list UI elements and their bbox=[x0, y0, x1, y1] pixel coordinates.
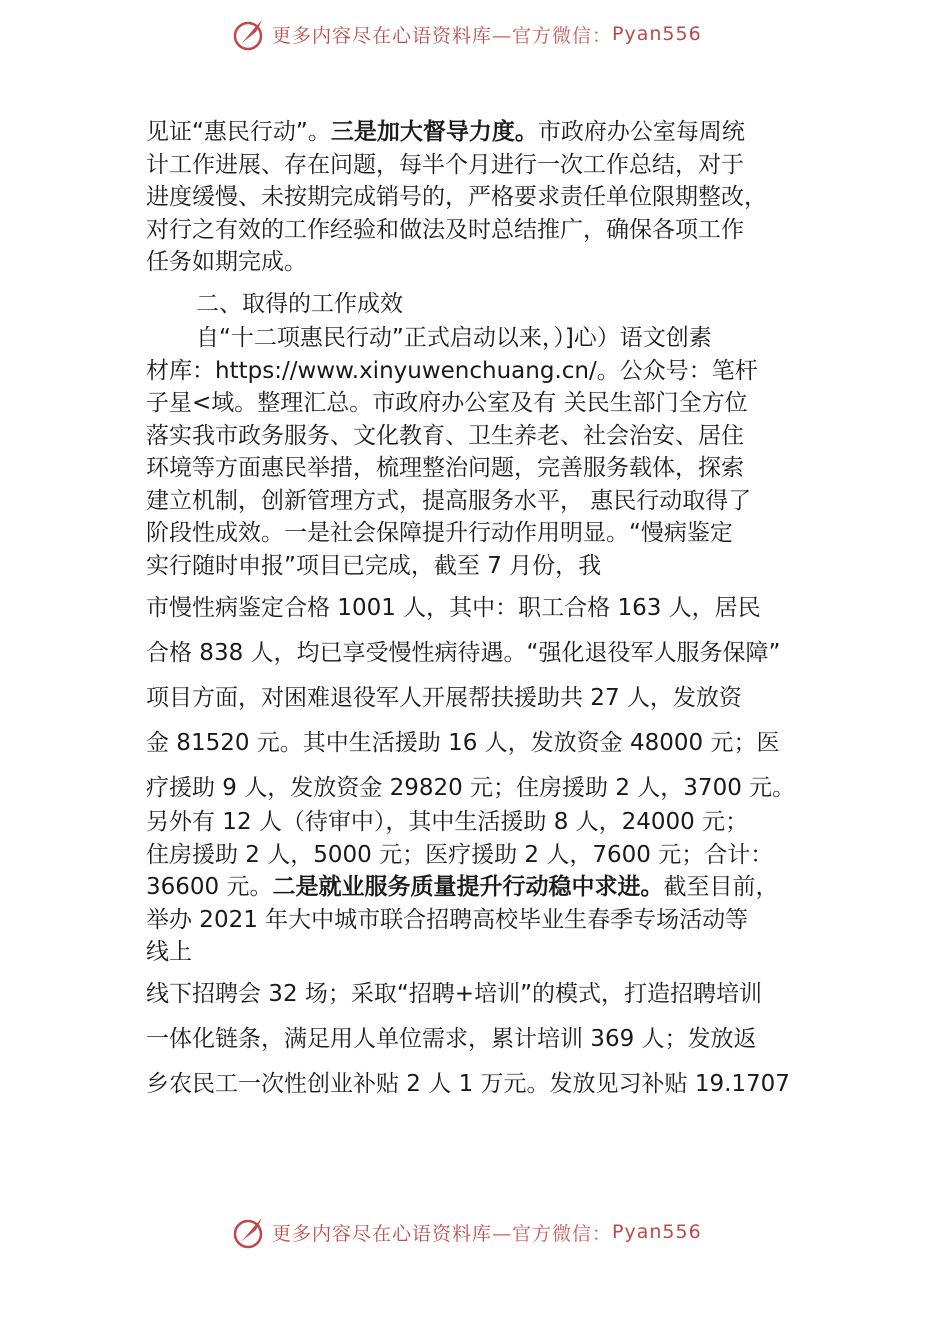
text-line: 项目方面，对困难退役军人开展帮扶援助共 27 人，发放资 bbox=[146, 685, 742, 711]
text-line: 进度缓慢、未按期完成销号的，严格要求责任单位限期整改， bbox=[146, 184, 767, 210]
text-line: 举办 2021 年大中城市联合招聘高校毕业生春季专场活动等 bbox=[146, 906, 749, 933]
paragraph-employment bbox=[146, 806, 818, 969]
text-line: 住房援助 2 人，5000 元；医疗援助 2 人，7600 元；合计： bbox=[146, 841, 774, 868]
text-line: 线上 bbox=[146, 939, 192, 965]
text-line: 金 81520 元。其中生活援助 16 人，发放资金 48000 元；医 bbox=[146, 730, 780, 756]
text-line: 材库：https://www.xinyuwenchuang.cn/。公众号：笔杆 bbox=[146, 357, 758, 384]
footer-site-name: 更多内容尽在心语资料库 bbox=[272, 1222, 493, 1245]
quill-logo-icon bbox=[232, 16, 268, 52]
text-line: 阶段性成效。一是社会保障提升行动作用明显。“慢病鉴定 bbox=[146, 520, 733, 546]
text-line: 见证“惠民行动”。三是加大督导力度。市政府办公室每周统 bbox=[146, 119, 745, 145]
text-line: 建立机制，创新管理方式，提高服务水平， 惠民行动取得了 bbox=[146, 487, 752, 514]
text-line: 自“十二项惠民行动”正式启动以来，）]心）语文创素 bbox=[196, 325, 712, 351]
header-site-name: 更多内容尽在心语资料库 bbox=[272, 24, 493, 47]
paragraph-social-security bbox=[146, 586, 818, 811]
bold-phrase: 三是加大督导力度。 bbox=[330, 119, 538, 145]
header-wechat-id: Pyan556 bbox=[612, 23, 702, 45]
text-line: 合格 838 人，均已享受慢性病待遇。“强化退役军人服务保障” bbox=[146, 640, 781, 666]
bold-phrase: 二是就业服务质量提升行动稳中求进。 bbox=[272, 874, 664, 900]
quill-logo-icon bbox=[232, 1214, 268, 1250]
text-line: 另外有 12 人（待审中），其中生活援助 8 人，24000 元； bbox=[146, 809, 749, 835]
footer-wechat-label: —官方微信： bbox=[492, 1222, 613, 1245]
text-line: 36600 元。二是就业服务质量提升行动稳中求进。截至目前， bbox=[146, 874, 779, 900]
text-line: 市慢性病鉴定合格 1001 人，其中：职工合格 163 人，居民 bbox=[146, 595, 761, 621]
text-line: 落实我市政务服务、文化教育、卫生养老、社会治安、居住 bbox=[146, 422, 744, 449]
footer-banner bbox=[232, 1212, 732, 1252]
paragraph-achievements bbox=[146, 322, 818, 582]
text-line: 子星<域。整理汇总。市政府办公室及有 关民生部门全方位 bbox=[146, 390, 748, 416]
footer-wechat-id: Pyan556 bbox=[612, 1221, 702, 1243]
text-line: 实行随时申报”项目已完成，截至 7 月份，我 bbox=[146, 552, 602, 579]
text-line: 计工作进展、存在问题，每半个月进行一次工作总结，对于 bbox=[146, 151, 744, 178]
text-line: 对行之有效的工作经验和做法及时总结推广，确保各项工作 bbox=[146, 216, 744, 243]
text-line: 乡农民工一次性创业补贴 2 人 1 万元。发放见习补贴 19.1707 bbox=[146, 1071, 790, 1097]
paragraph-recruitment bbox=[146, 972, 818, 1107]
text-line: 疗援助 9 人，发放资金 29820 元；住房援助 2 人，3700 元。 bbox=[146, 775, 796, 801]
text-line: 一体化链条，满足用人单位需求，累计培训 369 人；发放返 bbox=[146, 1026, 757, 1052]
paragraph-supervision bbox=[146, 116, 818, 279]
text-line: 任务如期完成。 bbox=[146, 249, 307, 275]
text-line: 环境等方面惠民举措，梳理整治问题，完善服务载体，探索 bbox=[146, 455, 744, 481]
header-wechat-label: —官方微信： bbox=[492, 24, 613, 47]
section-heading: 二、取得的工作成效 bbox=[196, 291, 403, 317]
text-line: 线下招聘会 32 场；采取“招聘+培训”的模式，打造招聘培训 bbox=[146, 981, 762, 1007]
header-banner bbox=[232, 14, 732, 54]
